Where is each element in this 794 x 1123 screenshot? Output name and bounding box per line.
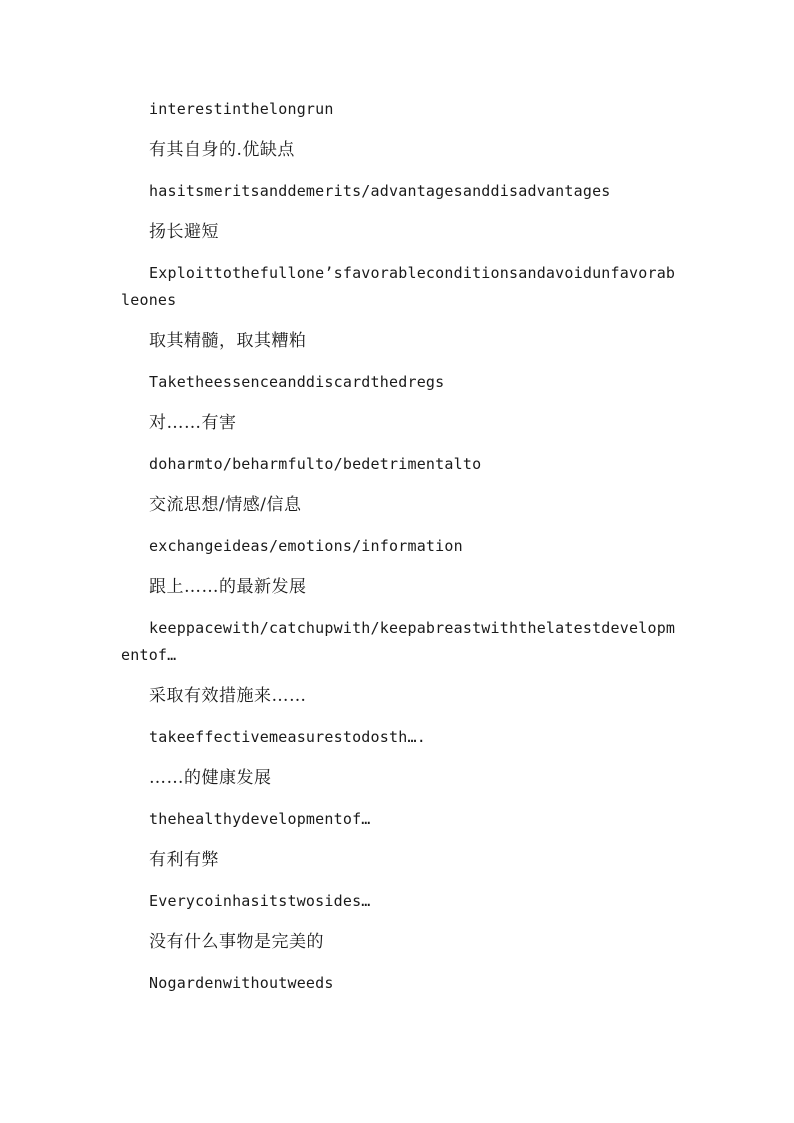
paragraph-en: thehealthydevelopmentof… xyxy=(149,810,371,828)
paragraph-en: takeeffectivemeasurestodosth…. xyxy=(149,728,426,746)
paragraph-zh: 对……有害 xyxy=(149,413,237,433)
paragraph-en: Exploittothefullone’sfavorableconditionsandavoidunfavorableones xyxy=(121,264,676,309)
paragraph-zh: 取其精髓，取其糟粕 xyxy=(149,331,307,351)
paragraph-en: interestinthelongrun xyxy=(149,100,334,118)
paragraph-zh: 交流思想/情感/信息 xyxy=(149,495,302,515)
paragraph-zh: 采取有效措施来…… xyxy=(149,686,307,706)
paragraph-en: Taketheessenceanddiscardthedregs xyxy=(149,373,445,391)
paragraph-en: keeppacewith/catchupwith/keepabreastwiththelatestdevelopmentof… xyxy=(121,619,676,664)
paragraph-zh: 有其自身的.优缺点 xyxy=(149,140,295,160)
paragraph-zh: 没有什么事物是完美的 xyxy=(149,932,324,952)
document-body xyxy=(121,96,681,997)
paragraph-zh: 跟上……的最新发展 xyxy=(149,577,307,597)
paragraph-en: exchangeideas/emotions/information xyxy=(149,537,463,555)
paragraph-zh: 扬长避短 xyxy=(149,222,219,242)
paragraph-en: Nogardenwithoutweeds xyxy=(149,974,334,992)
paragraph-zh: 有利有弊 xyxy=(149,850,219,870)
paragraph-en: hasitsmeritsanddemerits/advantagesanddisadvantages xyxy=(149,182,611,200)
paragraph-zh: ……的健康发展 xyxy=(149,768,272,788)
paragraph-en: doharmto/beharmfulto/bedetrimentalto xyxy=(149,455,482,473)
paragraph-en: Everycoinhasitstwosides… xyxy=(149,892,371,910)
